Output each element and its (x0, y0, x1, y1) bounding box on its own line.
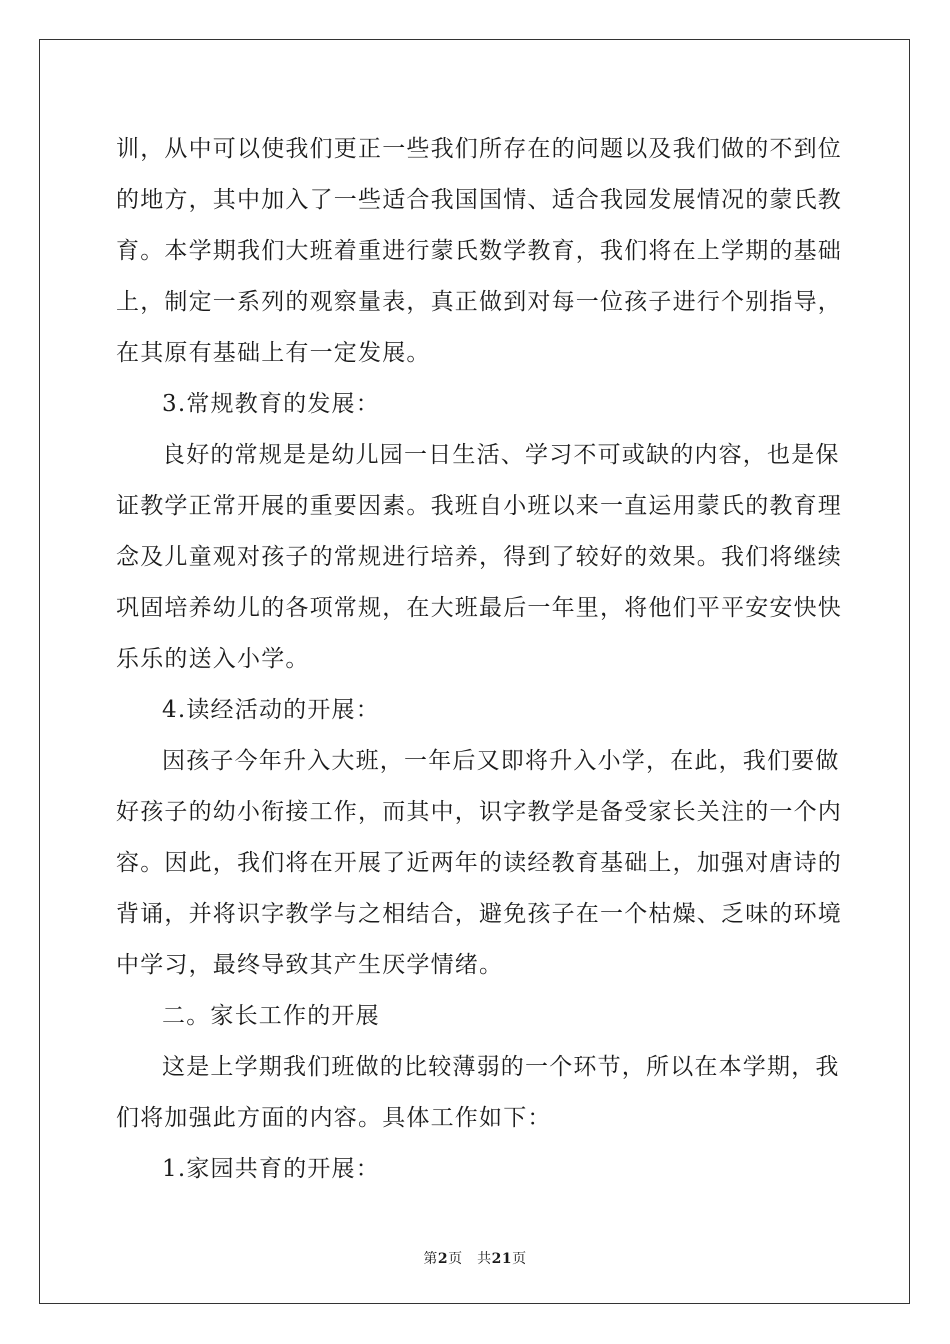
total-page-count: 21 (491, 1251, 513, 1267)
text-line: 训，从中可以使我们更正一些我们所存在的问题以及我们做的不到位 (116, 136, 842, 162)
page-footer (0, 1248, 950, 1268)
text-line: 乐乐的送入小学。 (116, 646, 310, 672)
text-line: 这是上学期我们班做的比较薄弱的一个环节，所以在本学期，我 (162, 1054, 840, 1080)
current-page-number: 2 (437, 1251, 449, 1267)
text-line: 的地方，其中加入了一些适合我国国情、适合我园发展情况的蒙氏教 (116, 187, 842, 213)
text-line: 在其原有基础上有一定发展。 (116, 340, 431, 366)
footer-prefix: 第 (423, 1251, 438, 1267)
text-line: 上，制定一系列的观察量表，真正做到对每一位孩子进行个别指导， (116, 289, 842, 315)
text-line: 因孩子今年升入大班，一年后又即将升入小学，在此，我们要做 (162, 748, 840, 774)
text-line: 背诵，并将识字教学与之相结合，避免孩子在一个枯燥、乏味的环境 (116, 901, 842, 927)
text-line: 中学习，最终导致其产生厌学情绪。 (116, 952, 504, 978)
text-line: 巩固培养幼儿的各项常规，在大班最后一年里，将他们平平安安快快 (116, 595, 842, 621)
text-line: 念及儿童观对孩子的常规进行培养，得到了较好的效果。我们将继续 (116, 544, 842, 570)
footer-middle: 页 共 (448, 1251, 492, 1267)
text-line: 好孩子的幼小衔接工作，而其中，识字教学是备受家长关注的一个内 (116, 799, 842, 825)
text-line: 育。本学期我们大班着重进行蒙氏数学教育，我们将在上学期的基础 (116, 238, 842, 264)
section-heading: 3.常规教育的发展： (162, 391, 380, 417)
text-line: 良好的常规是是幼儿园一日生活、学习不可或缺的内容，也是保 (162, 442, 840, 468)
text-line: 证教学正常开展的重要因素。我班自小班以来一直运用蒙氏的教育理 (116, 493, 842, 519)
section-heading: 二。家长工作的开展 (162, 1003, 380, 1029)
footer-suffix: 页 (512, 1251, 527, 1267)
section-heading: 1.家园共育的开展： (162, 1156, 380, 1182)
text-line: 容。因此，我们将在开展了近两年的读经教育基础上，加强对唐诗的 (116, 850, 842, 876)
section-heading: 4.读经活动的开展： (162, 697, 380, 723)
text-line: 们将加强此方面的内容。具体工作如下： (116, 1105, 552, 1131)
document-body (116, 124, 842, 1195)
